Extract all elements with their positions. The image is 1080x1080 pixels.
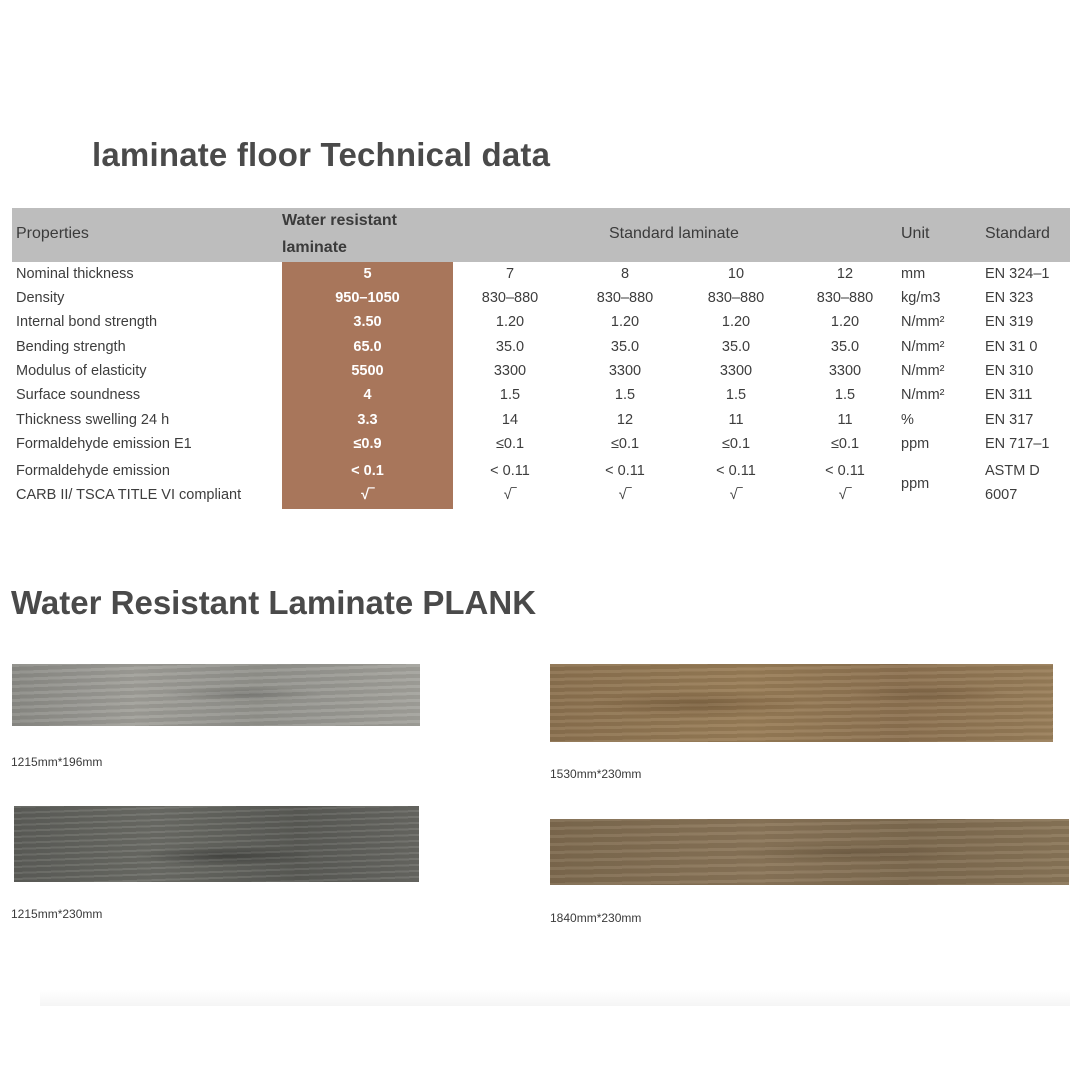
bottom-divider-shadow [40,990,1070,1006]
table-cell-v3: 3300 [719,363,753,379]
table-cell-standard: EN 319 [985,314,1034,330]
table-cell-v2: < 0.11 [605,463,645,479]
table-cell-v2: ≤0.1 [610,436,640,452]
table-cell-v4: 1.5 [834,387,856,403]
table-cell-property: Thickness swelling 24 h [16,412,170,428]
table-cell-unit: ppm [901,436,930,452]
table-cell-v4: < 0.11 [825,463,865,479]
table-cell-standard: EN 717–1 [985,436,1050,452]
table-cell-property: Density [16,290,65,306]
table-cell-v4: √‾ [838,487,852,503]
table-cell-v2: √‾ [618,487,632,503]
table-cell-v1: 14 [501,412,519,428]
table-cell-wr: 3.3 [357,412,378,428]
header-water-resistant-line1: Water resistant [282,212,397,229]
plank-section-title: Water Resistant Laminate PLANK [11,584,537,621]
table-cell-v4: 35.0 [830,339,860,355]
table-cell-property: Modulus of elasticity [16,363,147,379]
merged-standard-line1: ASTM D [985,463,1040,479]
plank-image-brown-oak [550,664,1053,742]
table-cell-unit: N/mm² [901,363,945,379]
table-cell-property: Nominal thickness [16,266,134,282]
table-cell-v3: 10 [727,266,745,282]
header-properties: Properties [16,225,89,242]
table-cell-standard: EN 317 [985,412,1034,428]
table-cell-v1: < 0.11 [490,463,530,479]
table-cell-property: Surface soundness [16,387,141,403]
table-cell-v4: 3300 [828,363,862,379]
table-cell-v1: 35.0 [495,339,525,355]
page-title: laminate floor Technical data [92,136,551,173]
table-cell-v4: 11 [837,412,853,428]
table-cell-unit: N/mm² [901,387,945,403]
table-cell-v2: 1.5 [614,387,636,403]
table-cell-wr: 5 [363,266,372,282]
table-cell-property: CARB II/ TSCA TITLE VI compliant [16,487,242,503]
table-cell-wr: 4 [363,387,372,403]
table-cell-v1: 1.20 [495,314,525,330]
table-cell-v2: 3300 [608,363,642,379]
plank-image-grey-oak [12,664,420,726]
table-cell-v4: 1.20 [830,314,860,330]
table-cell-v2: 35.0 [610,339,640,355]
table-cell-v2: 830–880 [596,290,654,306]
table-cell-v1: 1.5 [499,387,521,403]
table-cell-v4: ≤0.1 [830,436,860,452]
header-water-resistant-line2: laminate [282,239,347,256]
table-cell-standard: EN 310 [985,363,1034,379]
table-cell-v1: ≤0.1 [495,436,525,452]
table-cell-standard: EN 323 [985,290,1034,306]
table-cell-unit: mm [901,266,926,282]
table-cell-v4: 12 [836,266,854,282]
table-cell-v3: ≤0.1 [721,436,751,452]
table-cell-v2: 12 [616,412,634,428]
table-cell-v3: 830–880 [707,290,765,306]
table-cell-wr: 3.50 [353,314,382,330]
table-cell-property: Formaldehyde emission [16,463,170,479]
table-cell-v3: √‾ [729,487,743,503]
table-cell-property: Bending strength [16,339,126,355]
table-cell-wr: < 0.1 [351,463,384,479]
table-cell-v3: 35.0 [721,339,751,355]
table-cell-unit: % [901,412,914,428]
table-cell-v3: 1.5 [725,387,747,403]
table-cell-wr: ≤0.9 [353,436,382,452]
table-cell-v1: √‾ [503,487,517,503]
table-cell-property: Internal bond strength [16,314,158,330]
merged-standard-line2: 6007 [985,487,1018,503]
table-cell-v1: 830–880 [481,290,539,306]
table-cell-wr: 5500 [351,363,384,379]
table-cell-v2: 8 [620,266,630,282]
header-standard-laminate: Standard laminate [609,225,739,242]
table-cell-property: Formaldehyde emission E1 [16,436,192,452]
table-cell-wr: 65.0 [353,339,382,355]
plank-image-dark-grey-oak [14,806,419,882]
table-cell-v1: 7 [505,266,515,282]
table-cell-v3: 11 [728,412,744,428]
table-cell-v2: 1.20 [610,314,640,330]
table-cell-unit: N/mm² [901,339,945,355]
table-cell-v3: < 0.11 [716,463,756,479]
table-cell-standard: EN 324–1 [985,266,1050,282]
table-cell-v1: 3300 [493,363,527,379]
table-cell-standard: EN 311 [985,387,1033,403]
plank-image-taupe-oak [550,819,1069,885]
plank-size-caption: 1215mm*196mm [11,755,103,769]
table-cell-unit: kg/m3 [901,290,941,306]
plank-size-caption: 1530mm*230mm [550,767,642,781]
plank-size-caption: 1840mm*230mm [550,911,642,925]
header-standard: Standard [985,225,1050,242]
table-cell-unit: N/mm² [901,314,945,330]
plank-size-caption: 1215mm*230mm [11,907,103,921]
header-unit: Unit [901,225,930,242]
table-cell-standard: EN 31 0 [985,339,1038,355]
table-cell-wr: 950–1050 [335,290,400,306]
table-cell-v4: 830–880 [816,290,874,306]
table-cell-v3: 1.20 [721,314,751,330]
table-cell-wr: √‾ [361,487,374,503]
merged-unit-cell: ppm [901,476,930,492]
